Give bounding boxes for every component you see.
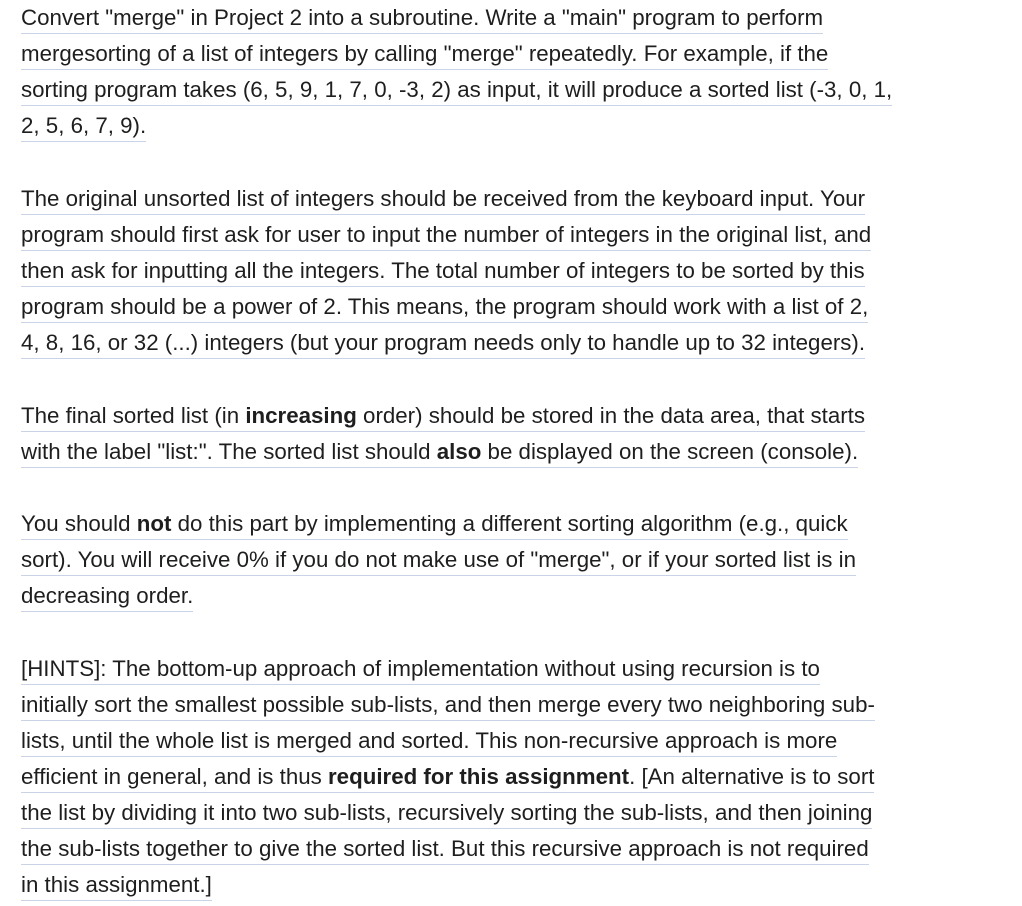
text-line: the sub-lists together to give the sorted list. But this recursive approach is not required xyxy=(21,834,869,865)
emphasis-bold: also xyxy=(436,439,482,464)
text-line: The final sorted list (in increasing order) should be stored in the data area, that starts xyxy=(21,401,865,432)
text-line: decreasing order. xyxy=(21,581,193,612)
text-line: efficient in general, and is thus required for this assignment. [An alternative is to sort xyxy=(21,762,874,793)
emphasis-bold: increasing xyxy=(245,403,357,428)
text-line: program should first ask for user to input the number of integers in the original list, and xyxy=(21,220,871,251)
text-line: program should be a power of 2. This means, the program should work with a list of 2, xyxy=(21,292,868,323)
text-line: Convert "merge" in Project 2 into a subroutine. Write a "main" program to perform xyxy=(21,3,823,34)
text-line: [HINTS]: The bottom-up approach of implementation without using recursion is to xyxy=(21,654,820,685)
text-line: The original unsorted list of integers should be received from the keyboard input. Your xyxy=(21,184,865,215)
text-line: 2, 5, 6, 7, 9). xyxy=(21,111,146,142)
text-line: in this assignment.] xyxy=(21,870,212,901)
text-line: sorting program takes (6, 5, 9, 1, 7, 0, -3, 2) as input, it will produce a sorted list (-3, 0, 1, xyxy=(21,75,892,106)
text-line: then ask for inputting all the integers. The total number of integers to be sorted by this xyxy=(21,256,865,287)
emphasis-bold: required for this assignment xyxy=(328,764,630,789)
text-line: with the label "list:". The sorted list should also be displayed on the screen (console). xyxy=(21,437,858,468)
text-line: mergesorting of a list of integers by calling "merge" repeatedly. For example, if the xyxy=(21,39,828,70)
text-line: You should not do this part by implementing a different sorting algorithm (e.g., quick xyxy=(21,509,848,540)
text-line: lists, until the whole list is merged and sorted. This non-recursive approach is more xyxy=(21,726,837,757)
text-line: 4, 8, 16, or 32 (...) integers (but your program needs only to handle up to 32 integers). xyxy=(21,328,865,359)
text-line: sort). You will receive 0% if you do not make use of "merge", or if your sorted list is in xyxy=(21,545,856,576)
text-line: initially sort the smallest possible sub-lists, and then merge every two neighboring sub- xyxy=(21,690,875,721)
text-line: the list by dividing it into two sub-lists, recursively sorting the sub-lists, and then joining xyxy=(21,798,872,829)
emphasis-bold: not xyxy=(136,511,172,536)
